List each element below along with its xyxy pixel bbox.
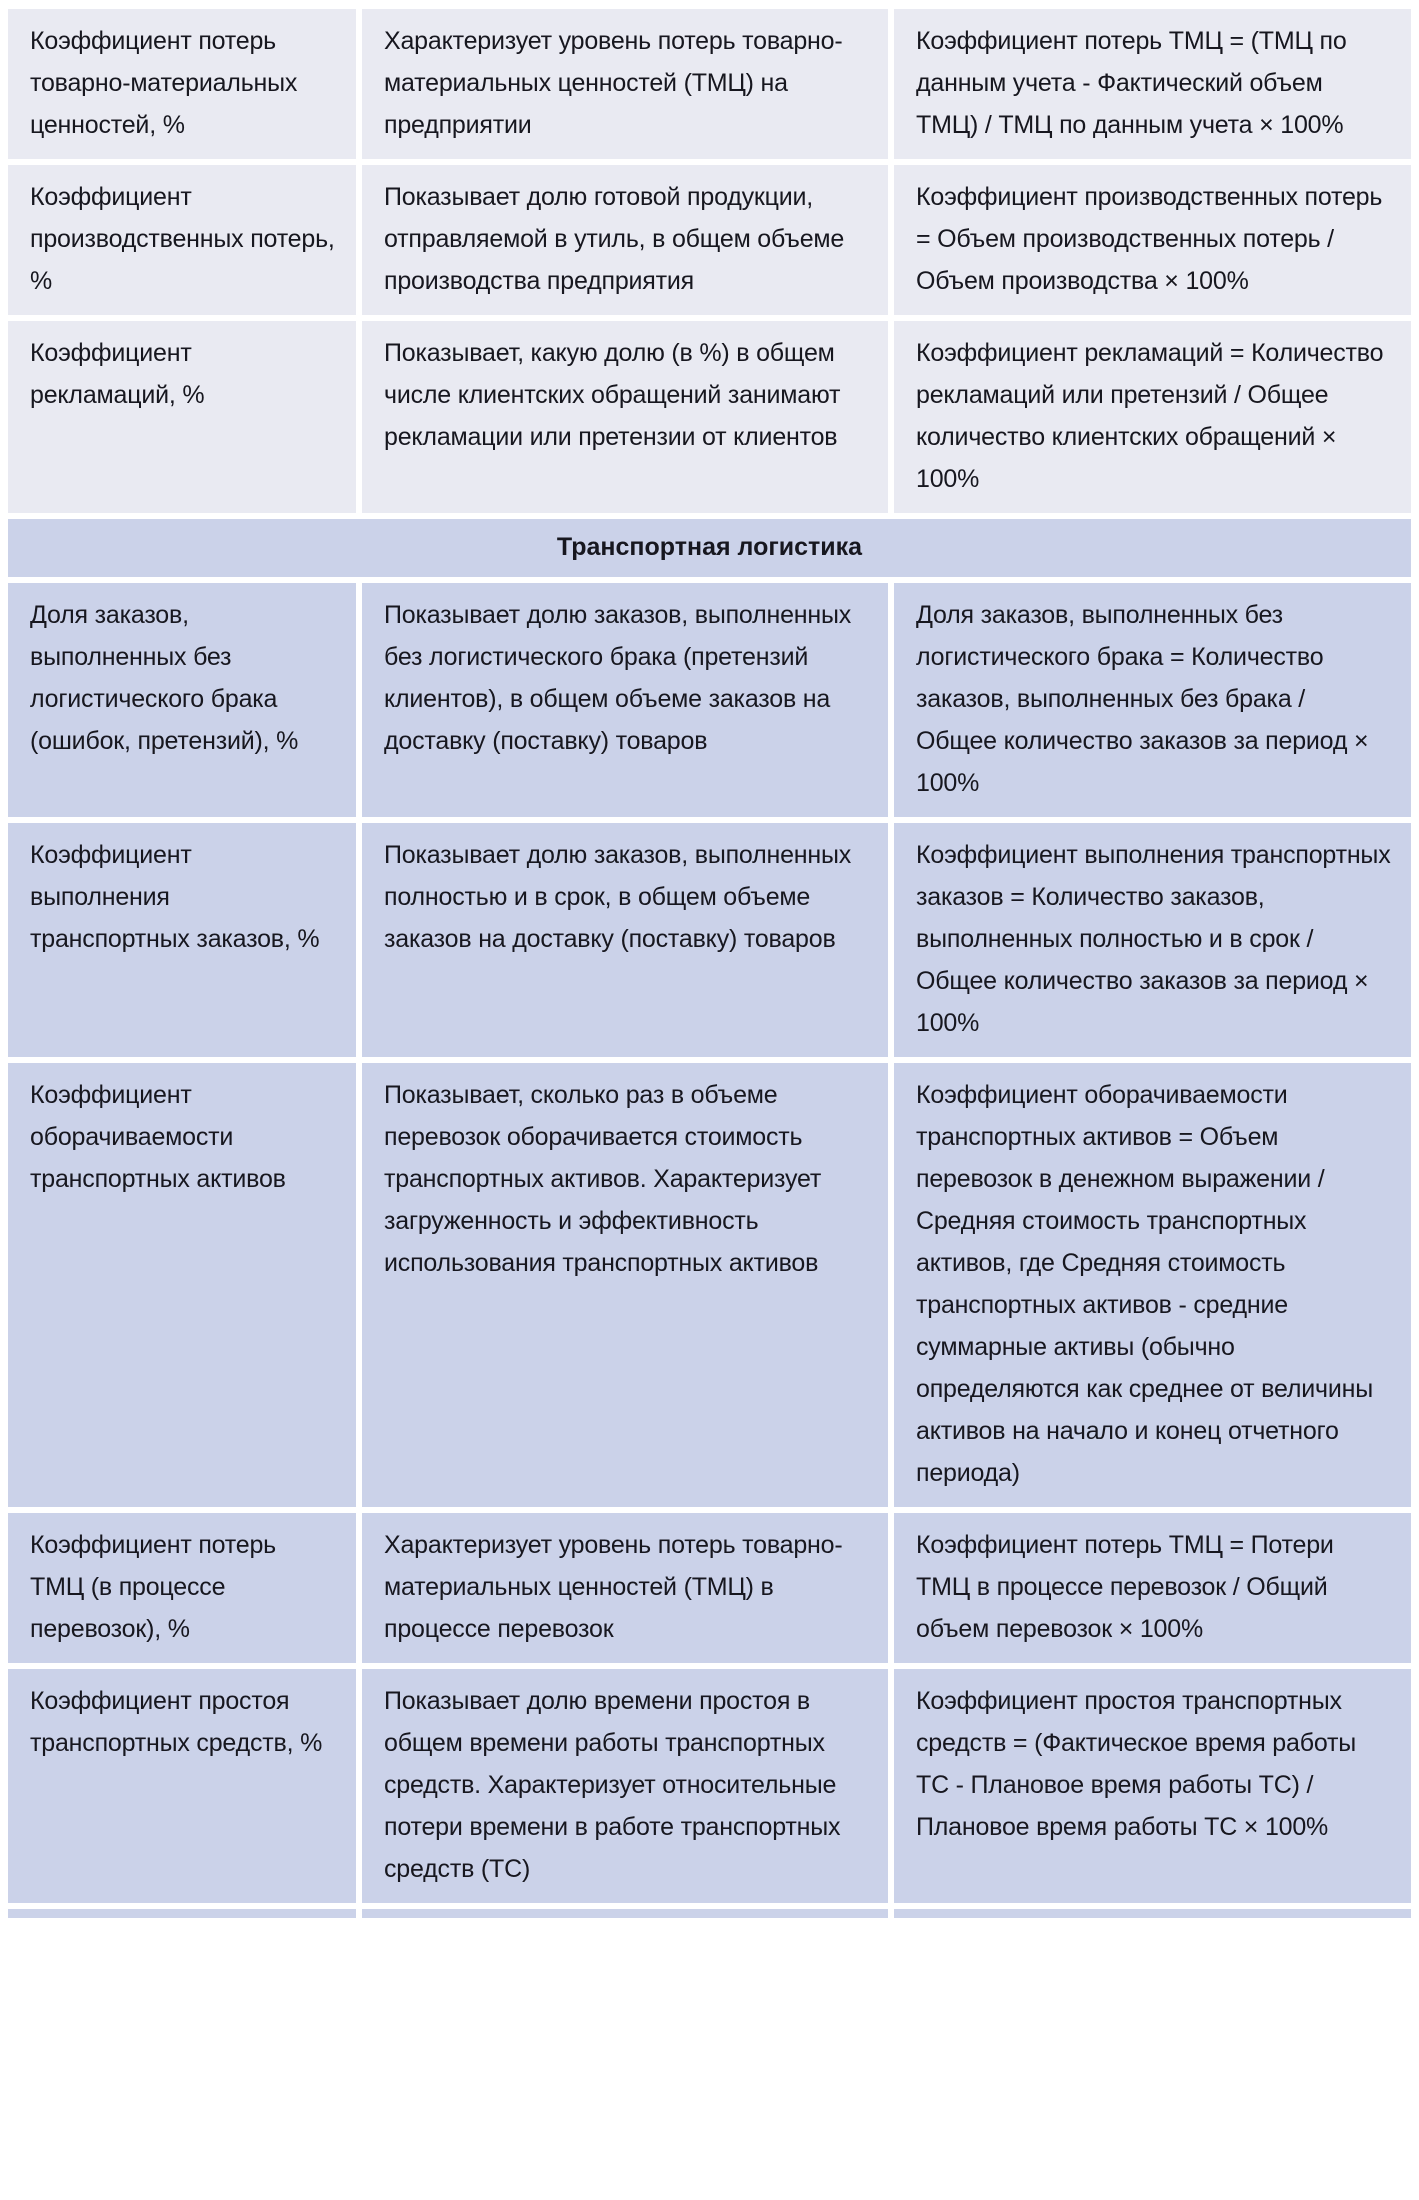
table-row [8,1513,1411,1663]
partial-next-row [8,1909,1411,1918]
indicator-description-cell: Показывает, какую долю (в %) в общем числе клиентских обращений занимают рекламации или претензии от клиентов [362,321,888,513]
indicator-description-cell: Показывает долю готовой продукции, отправляемой в утиль, в общем объеме производства предприятия [362,165,888,315]
section-header-row: Транспортная логистика [8,519,1411,577]
indicator-description-cell: Характеризует уровень потерь товарно-материальных ценностей (ТМЦ) на предприятии [362,9,888,159]
indicator-formula-cell: Коэффициент выполнения транспортных заказов = Количество заказов, выполненных полностью и в срок / Общее количество заказов за период × 100% [894,823,1411,1057]
indicator-name-cell: Коэффициент рекламаций, % [8,321,356,513]
indicator-description-cell: Показывает долю заказов, выполненных полностью и в срок, в общем объеме заказов на доставку (поставку) товаров [362,823,888,1057]
indicator-formula-cell: Коэффициент оборачиваемости транспортных активов = Объем перевозок в денежном выражении / Средняя стоимость транспортных активов, где Средняя стоимость транспортных активов - средние суммарные активы (обычно определяются как среднее от величины активов на начало и конец отчетного периода) [894,1063,1411,1507]
indicator-name-cell: Коэффициент потерь ТМЦ (в процессе перевозок), % [8,1513,356,1663]
indicator-description-cell: Характеризует уровень потерь товарно-материальных ценностей (ТМЦ) в процессе перевозок [362,1513,888,1663]
indicator-formula-cell: Доля заказов, выполненных без логистического брака = Количество заказов, выполненных без брака / Общее количество заказов за период × 100% [894,583,1411,817]
indicator-name-cell: Коэффициент производственных потерь, % [8,165,356,315]
indicator-name-cell: Коэффициент потерь товарно-материальных ценностей, % [8,9,356,159]
indicator-formula-cell: Коэффициент рекламаций = Количество рекламаций или претензий / Общее количество клиентских обращений × 100% [894,321,1411,513]
indicator-name-cell: Доля заказов, выполненных без логистического брака (ошибок, претензий), % [8,583,356,817]
table-row [8,823,1411,1057]
partial-cell [362,1909,888,1918]
partial-cell [894,1909,1411,1918]
indicator-description-cell: Показывает, сколько раз в объеме перевозок оборачивается стоимость транспортных активов. Характеризует загруженность и эффективность использования транспортных активов [362,1063,888,1507]
indicator-description-cell: Показывает долю времени простоя в общем времени работы транспортных средств. Характеризует относительные потери времени в работе транспортных средств (ТС) [362,1669,888,1903]
table-row [8,9,1411,159]
partial-cell [8,1909,356,1918]
table-row [8,165,1411,315]
table-row [8,1669,1411,1903]
table-row [8,321,1411,513]
indicator-formula-cell: Коэффициент потерь ТМЦ = (ТМЦ по данным учета - Фактический объем ТМЦ) / ТМЦ по данным учета × 100% [894,9,1411,159]
indicator-name-cell: Коэффициент оборачиваемости транспортных активов [8,1063,356,1507]
indicator-formula-cell: Коэффициент производственных потерь = Объем производственных потерь / Объем производства × 100% [894,165,1411,315]
table-row [8,583,1411,817]
indicator-name-cell: Коэффициент выполнения транспортных заказов, % [8,823,356,1057]
indicator-name-cell: Коэффициент простоя транспортных средств, % [8,1669,356,1903]
indicator-formula-cell: Коэффициент потерь ТМЦ = Потери ТМЦ в процессе перевозок / Общий объем перевозок × 100% [894,1513,1411,1663]
indicator-description-cell: Показывает долю заказов, выполненных без логистического брака (претензий клиентов), в общем объеме заказов на доставку (поставку) товаров [362,583,888,817]
indicator-formula-cell: Коэффициент простоя транспортных средств = (Фактическое время работы ТС - Плановое время работы ТС) / Плановое время работы ТС × 100% [894,1669,1411,1903]
kpi-table [8,9,1411,1918]
table-row [8,1063,1411,1507]
